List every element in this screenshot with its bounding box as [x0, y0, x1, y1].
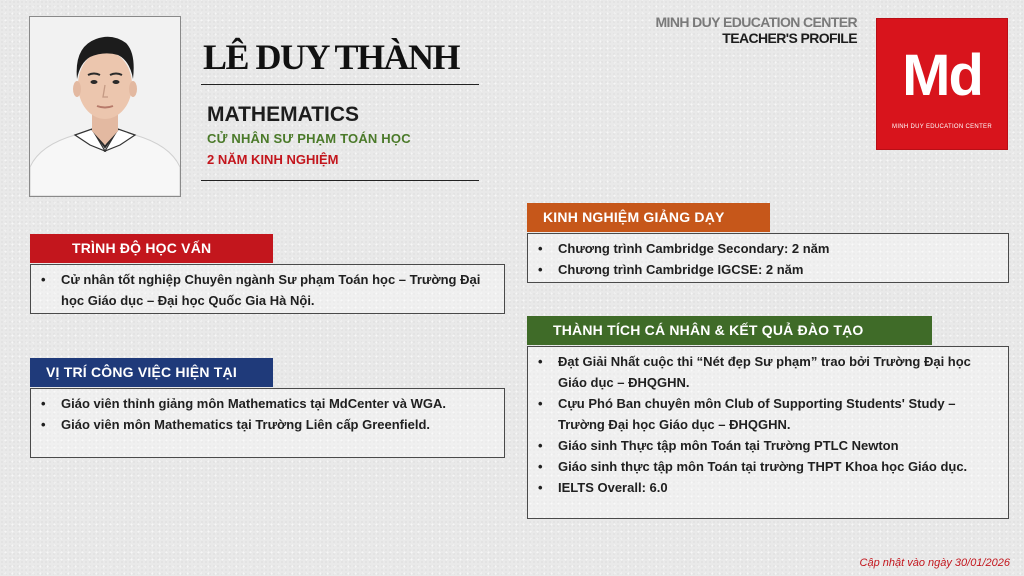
list-item: [536, 259, 998, 280]
bullet-icon: •: [538, 396, 543, 411]
achievements-box: [527, 346, 1009, 519]
bullet-icon: •: [538, 480, 543, 495]
list-item-text: Cử nhân tốt nghiệp Chuyên ngành Sư phạm Toán học – Trường Đại học Giáo dục – Đại học Quốc Gia Hà Nội.: [61, 272, 481, 308]
teaching-list: [536, 238, 998, 280]
position-list: [39, 393, 494, 435]
brand-subtitle: TEACHER'S PROFILE: [722, 30, 857, 46]
teacher-name: LÊ DUY THÀNH: [203, 37, 460, 77]
list-item: [536, 456, 998, 477]
bullet-icon: •: [538, 241, 543, 256]
list-item-text: IELTS Overall: 6.0: [558, 480, 668, 495]
position-header: [30, 358, 273, 387]
achievements-list: [536, 351, 998, 498]
brand-logo: [876, 18, 1008, 150]
teacher-subject: MATHEMATICS: [207, 103, 360, 126]
list-item-text: Giáo viên môn Mathematics tại Trường Liên cấp Greenfield.: [61, 417, 431, 432]
achievements-header: [527, 316, 932, 345]
achievements-title: THÀNH TÍCH CÁ NHÂN & KẾT QUẢ ĐÀO TẠO: [553, 322, 864, 338]
updated-date: Cập nhật vào ngày 30/01/2026: [859, 557, 1010, 569]
teaching-title: KINH NGHIỆM GIẢNG DẠY: [543, 209, 725, 225]
list-item-text: Giáo sinh Thực tập môn Toán tại Trường PTLC Newton: [558, 438, 899, 453]
education-title: TRÌNH ĐỘ HỌC VẤN: [72, 240, 212, 256]
list-item: [536, 351, 998, 393]
bullet-icon: •: [41, 417, 46, 432]
teacher-experience: 2 NĂM KINH NGHIỆM: [207, 152, 339, 167]
logo-mark: Md: [902, 43, 982, 108]
list-item: [39, 269, 494, 311]
bullet-icon: •: [41, 396, 46, 411]
title-divider: [201, 180, 479, 181]
list-item: [39, 414, 494, 435]
education-box: [30, 264, 505, 314]
bullet-icon: •: [538, 438, 543, 453]
bullet-icon: •: [41, 272, 46, 287]
teaching-box: [527, 233, 1009, 283]
list-item-text: Đạt Giải Nhất cuộc thi “Nét đẹp Sư phạm” trao bởi Trường Đại học Giáo dục – ĐHQGHN.: [558, 354, 971, 390]
list-item: [39, 393, 494, 414]
brand-name: MINH DUY EDUCATION CENTER: [655, 14, 857, 30]
list-item-text: Chương trình Cambridge Secondary: 2 năm: [558, 241, 830, 256]
position-title: VỊ TRÍ CÔNG VIỆC HIỆN TẠI: [46, 364, 237, 380]
list-item-text: Cựu Phó Ban chuyên môn Club of Supporting Students' Study – Trường Đại học Giáo dục – ĐHQGHN.: [558, 396, 956, 432]
portrait-image: [30, 17, 180, 196]
list-item: [536, 238, 998, 259]
list-item-text: Giáo sinh thực tập môn Toán tại trường THPT Khoa học Giáo dục.: [558, 459, 968, 474]
bullet-icon: •: [538, 354, 543, 369]
education-list: [39, 269, 494, 311]
bullet-icon: •: [538, 459, 543, 474]
education-header: [30, 234, 273, 263]
position-box: [30, 388, 505, 458]
list-item-text: Chương trình Cambridge IGCSE: 2 năm: [558, 262, 804, 277]
list-item: [536, 477, 998, 498]
teaching-header: [527, 203, 770, 232]
teacher-photo: [29, 16, 181, 197]
list-item: [536, 435, 998, 456]
name-divider: [201, 84, 479, 85]
bullet-icon: •: [538, 262, 543, 277]
logo-caption: MINH DUY EDUCATION CENTER: [892, 124, 992, 130]
teacher-degree: CỬ NHÂN SƯ PHẠM TOÁN HỌC: [207, 131, 411, 146]
list-item: [536, 393, 998, 435]
list-item-text: Giáo viên thỉnh giảng môn Mathematics tại MdCenter và WGA.: [61, 396, 446, 411]
